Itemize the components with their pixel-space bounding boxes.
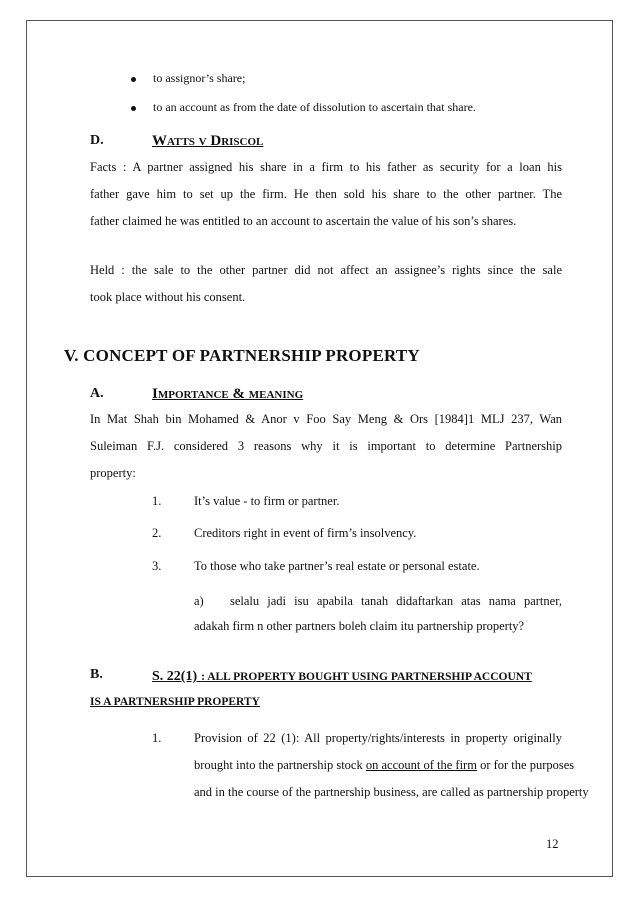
subitem-text [194, 593, 562, 634]
provision-num: 1. [152, 731, 162, 745]
list-item-text: Creditors right in event of firm’s insolvency. [194, 526, 417, 540]
section-d-title: Watts v Driscol [152, 133, 264, 149]
facts-line: Facts : A partner assigned his share in a firm to his father as security for a loan his [90, 160, 562, 174]
paragraph-line: property: [90, 466, 136, 480]
list-item-num: 1. [152, 494, 162, 508]
list-item-num: 3. [152, 559, 162, 573]
list-item-text: It’s value - to firm or partner. [194, 494, 340, 508]
paragraph-line: In Mat Shah bin Mohamed & Anor v Foo Say Meng & Ors [1984]1 MLJ 237, Wan [90, 412, 562, 426]
list-item-text: To those who take partner’s real estate or personal estate. [194, 559, 480, 573]
section-a-title: Importance & meaning [152, 386, 304, 402]
bullet-dot-icon [131, 77, 136, 82]
held-line: Held : the sale to the other partner did not affect an assignee’s rights since the sale [90, 263, 562, 277]
provision-line: brought into the partnership stock on account of the firm or for the purposes [194, 758, 575, 772]
paragraph-line: Suleiman F.J. considered 3 reasons why it is important to determine Partnership [90, 439, 562, 453]
page-number: 12 [546, 837, 559, 851]
facts-line: father gave him to set up the firm. He then sold his share to the other partner. The [90, 187, 562, 201]
facts-line: father claimed he was entitled to an account to ascertain the value of his son’s shares. [90, 214, 517, 228]
held-line: took place without his consent. [90, 290, 246, 304]
chapter-heading: V. CONCEPT OF PARTNERSHIP PROPERTY [64, 346, 420, 365]
provision-line: and in the course of the partnership business, are called as partnership property [194, 785, 589, 799]
bullet-item: to assignor’s share; [131, 71, 245, 86]
section-b-title-line2: IS A PARTNERSHIP PROPERTY [90, 696, 260, 708]
provision-text [194, 730, 589, 800]
facts-paragraph [90, 159, 562, 229]
bullet-item: to an account as from the date of dissolution to ascertain that share. [131, 100, 476, 115]
section-a-letter: A. [90, 386, 104, 401]
list-item-num: 2. [152, 526, 162, 540]
section-b-title-rest: : ALL PROPERTY BOUGHT USING PARTNERSHIP ACCOUNT [201, 671, 532, 683]
on-account-of-firm: on account of the firm [365, 758, 477, 772]
subitem-line: selalu jadi isu apabila tanah didaftarkan atas nama partner, [230, 594, 562, 608]
subitem-label: a) [194, 594, 204, 608]
bullet-dot-icon [131, 106, 136, 111]
held-paragraph [90, 262, 562, 305]
mat-shah-paragraph [90, 411, 562, 481]
provision-line: Provision of 22 (1): All property/rights/interests in property originally [194, 731, 562, 745]
section-d-letter: D. [90, 133, 104, 148]
section-b-letter: B. [90, 667, 103, 682]
section-b-title [152, 667, 562, 685]
subitem-line: adakah firm n other partners boleh claim itu partnership property? [194, 619, 525, 633]
section-b-section-ref: S. 22(1) [152, 669, 198, 684]
